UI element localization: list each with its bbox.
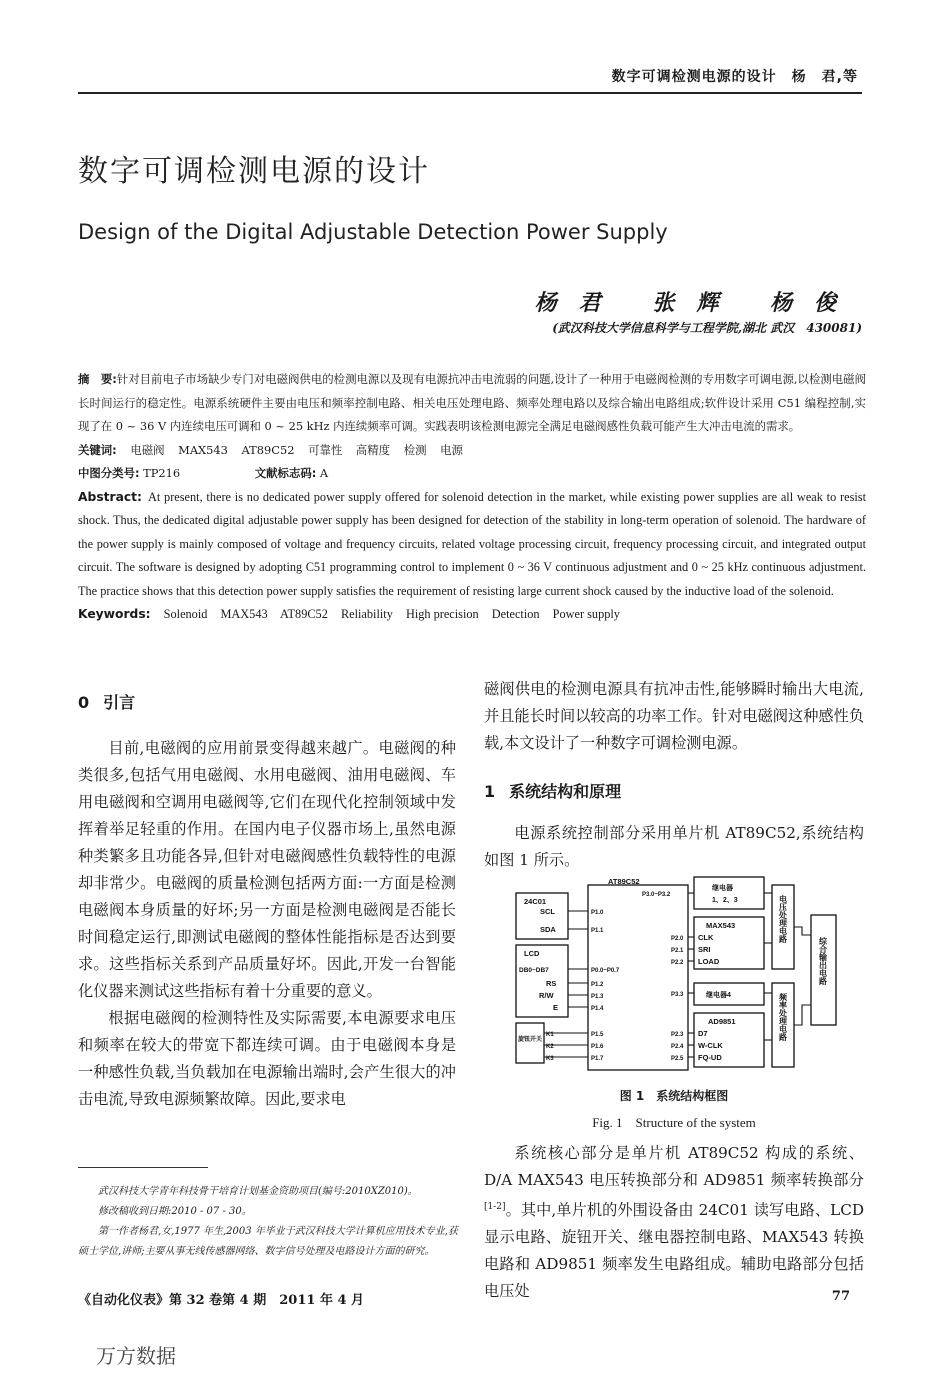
keywords-zh	[78, 439, 866, 463]
abstract-block	[78, 368, 866, 627]
journal-info: 《自动化仪表》第 32 卷第 4 期 2011 年 4 月	[78, 1293, 365, 1308]
section-0-number: 0	[78, 693, 90, 712]
p0-label: P0.0~P0.7	[591, 968, 620, 974]
sri-label: SRI	[698, 945, 711, 954]
abstract-en-label: Abstract:	[78, 489, 142, 504]
keyword-en: MAX543	[220, 607, 268, 621]
keyword-en: AT89C52	[280, 607, 328, 621]
p11-label: P1.1	[591, 928, 604, 934]
keyword-zh: 电磁阀	[130, 442, 165, 457]
clk-label: CLK	[698, 933, 714, 942]
section-0-heading	[78, 690, 456, 713]
running-header: 数字可调检测电源的设计 杨 君,等	[611, 69, 858, 85]
keyword-en: Detection	[491, 607, 540, 621]
frequency-processing-label: 频率处理电路	[778, 993, 788, 1041]
k1-label: K1	[546, 1032, 554, 1038]
doc-code-label: 文献标志码:	[254, 466, 317, 480]
p16-label: P1.6	[591, 1044, 604, 1050]
section-1-paragraph-2b: 。其中,单片机的外围设备由 24C01 读写电路、LCD 显示电路、旋钮开关、继电器控制电路、MAX543 转换电路和 AD9851 频率发生电路组成。辅助电路部分包括电压处	[484, 1201, 864, 1301]
clc-label: 中图分类号:	[78, 466, 140, 480]
p33-label: P3.3	[671, 992, 684, 998]
keyword-zh: 电源	[440, 442, 463, 457]
section-1-paragraph-2a: 系统核心部分是单片机 AT89C52 构成的系统、D/A MAX543 电压转换部分和 AD9851 频率转换部分	[484, 1144, 864, 1189]
p23-label: P2.3	[671, 1032, 684, 1038]
eeprom-label: 24C01	[524, 897, 547, 906]
header-rule	[78, 92, 862, 94]
section-0-paragraph-1: 目前,电磁阀的应用前景变得越来越广。电磁阀的种类很多,包括气用电磁阀、水用电磁阀、油用电磁阀、车用电磁阀和空调用电磁阀等,它们在现代化控制领域中发挥着举足轻重的作用。在国内电子仪器市场上,虽然电源种类繁多且功能各异,但针对电磁阀感性负载特性的电源却非常少。电磁阀的质量检测包括两方面:一方面是检测电磁阀本身质量的好坏;另一方面是检测电磁阀是否能长时间稳定运行,即测试电磁阀的整体性能指标是否达到要求。这些指标关系到产品质量好坏。因此,开发一台智能化仪器来测试这些指标有着十分重要的意义。	[78, 739, 456, 1000]
right-column	[484, 676, 864, 874]
lcd-rw-label: R/W	[539, 991, 554, 1000]
figure-caption-en: Fig. 1 Structure of the system	[592, 1115, 756, 1130]
doc-code-value: A	[319, 466, 329, 480]
figure-caption-zh: 图 1 系统结构框图	[619, 1089, 729, 1103]
title-english: Design of the Digital Adjustable Detection Power Supply	[78, 220, 668, 244]
keyword-zh: 检测	[403, 442, 427, 457]
relay123-box	[694, 877, 764, 909]
keyword-zh: MAX543	[178, 442, 228, 457]
abstract-en	[78, 486, 866, 604]
p12-label: P1.2	[591, 982, 604, 988]
keywords-zh-label: 关键词:	[78, 442, 117, 457]
relay123-label: 继电器	[712, 885, 733, 892]
keyword-zh: 可靠性	[308, 442, 343, 457]
abstract-zh-text: 针对目前电子市场缺少专门对电磁阀供电的检测电源以及现有电源抗冲击电流弱的问题,设计了一种用于电磁阀检测的专用数字可调电源,以检测电磁阀长时间运行的稳定性。电源系统硬件主要由电压和频率控制电路、相关电压处理电路、频率处理电路以及综合输出电路组成;软件设计采用 C51 编程控制,实现了在 0 ~ 36 V 内连续电压可调和 0 ~ 25 kHz 内连续频率可调。实践表明该检测电源完全满足电磁阀感性负载可能产生大冲击电流的需求。	[78, 372, 866, 433]
keyword-zh: AT89C52	[241, 442, 295, 457]
p10-label: P1.0	[591, 910, 604, 916]
footnote-fund: 武汉科技大学青年科技骨干培育计划基金资助项目(编号:2010XZ010)。	[98, 1186, 418, 1197]
ad9851-label: AD9851	[708, 1017, 736, 1026]
section-0-paragraph-2: 根据电磁阀的检测特性及实际需要,本电源要求电压和频率在较大的带宽下都连续可调。由于电磁阀本身是一种感性负载,当负载加在电源输出端时,会产生很大的冲击电流,导致电源频繁故障。因此,要求电	[78, 1009, 456, 1108]
knob-label: 旋钮开关	[518, 1037, 543, 1043]
keyword-en: Solenoid	[163, 607, 208, 621]
load-label: LOAD	[698, 957, 720, 966]
system-block-diagram	[506, 875, 846, 1075]
scl-label: SCL	[540, 907, 555, 916]
p24-label: P2.4	[671, 1044, 684, 1050]
keywords-en	[78, 603, 866, 627]
footnote-author: 第一作者杨君,女,1977 年生,2003 年毕业于武汉科技大学计算机应用技术专业,获硕士学位,讲师;主要从事无线传感器网络、数字信号处理及电路设计方面的研究。	[78, 1226, 458, 1257]
k3-label: K3	[546, 1056, 554, 1062]
section-1-paragraph-1: 电源系统控制部分采用单片机 AT89C52,系统结构如图 1 所示。	[484, 824, 864, 869]
clc-value: TP216	[143, 466, 181, 480]
page-number: 77	[831, 1289, 850, 1304]
title-chinese: 数字可调检测电源的设计	[78, 154, 430, 189]
keywords-en-label: Keywords:	[78, 607, 151, 621]
knob-switch-box	[516, 1023, 544, 1063]
d7-label: D7	[698, 1029, 708, 1038]
wclk-label: W-CLK	[698, 1041, 723, 1050]
mcu-p3-label: P3.0~P3.2	[642, 892, 671, 898]
relay4-label: 继电器4	[706, 992, 731, 999]
section-1-paragraph-2-wrap	[484, 1140, 864, 1305]
p17-label: P1.7	[591, 1056, 604, 1062]
section-1-number: 1	[484, 782, 496, 801]
p25-label: P2.5	[671, 1056, 684, 1062]
max543-label: MAX543	[706, 921, 736, 930]
output-label: 综合输出电路	[818, 937, 828, 985]
watermark: 万方数据	[96, 1344, 176, 1368]
citation-ref: [1-2]	[484, 1202, 506, 1212]
lcd-e-label: E	[553, 1003, 559, 1012]
k2-label: K2	[546, 1044, 554, 1050]
keyword-en: Reliability	[340, 607, 393, 621]
classification-line	[78, 462, 866, 486]
relay123-sub-label: 1、2、3	[712, 897, 738, 904]
authors: 杨君 张辉 杨俊	[534, 290, 858, 316]
p22-label: P2.2	[671, 960, 684, 966]
affiliation: (武汉科技大学信息科学与工程学院,湖北 武汉 430081)	[552, 321, 862, 335]
keyword-en: Power supply	[552, 607, 620, 621]
section-1-paragraph-2	[484, 1140, 864, 1305]
voltage-processing-label: 电压处理电路	[778, 895, 788, 943]
sda-label: SDA	[540, 925, 556, 934]
p13-label: P1.3	[591, 994, 604, 1000]
abstract-zh	[78, 368, 866, 439]
keyword-en: High precision	[405, 607, 479, 621]
lcd-db-label: DB0~DB7	[519, 967, 549, 974]
abstract-en-text: At present, there is no dedicated power supply offered for solenoid detection in the market, while existing power supplies are all weak to resist shock. Thus, the dedicated digital adjustable power supply has been designed for detection of the stability in long-term operation of solenoid. The hardware of the power supply is mainly composed of voltage and frequency circuits, related voltage processing circuit, frequency processing circuit, and integrated output circuit. The software is designed by adopting C51 programming control to implement 0 ~ 36 V continuous adjustment and 0 ~ 25 kHz continuous adjustment. The practice shows that this detection power supply satisfies the requirement of resisting large current shock caused by the inductive load of the solenoid.	[78, 489, 866, 598]
footnote-received: 修改稿收到日期:2010 - 07 - 30。	[98, 1206, 252, 1217]
keyword-zh: 高精度	[355, 442, 391, 457]
fqud-label: FQ-UD	[698, 1053, 722, 1062]
mcu-label: AT89C52	[608, 877, 640, 886]
footnote-rule	[78, 1167, 208, 1168]
p20-label: P2.0	[671, 936, 684, 942]
footnotes	[78, 1182, 458, 1262]
abstract-zh-label: 摘 要:	[78, 372, 117, 386]
section-1-heading	[484, 779, 864, 802]
left-column	[78, 690, 456, 1113]
section-0-paragraph-3: 磁阀供电的检测电源具有抗冲击性,能够瞬时输出大电流,并且能长时间以较高的功率工作。针对电磁阀这种感性负载,本文设计了一种数字可调检测电源。	[484, 680, 864, 752]
p15-label: P1.5	[591, 1032, 604, 1038]
footer	[78, 1289, 850, 1308]
lcd-rs-label: RS	[546, 979, 557, 988]
figure-1	[506, 875, 846, 1075]
section-1-title: 系统结构和原理	[509, 782, 622, 801]
section-0-title: 引言	[103, 693, 136, 712]
p14-label: P1.4	[591, 1006, 604, 1012]
lcd-label: LCD	[524, 949, 540, 958]
p21-label: P2.1	[671, 948, 684, 954]
